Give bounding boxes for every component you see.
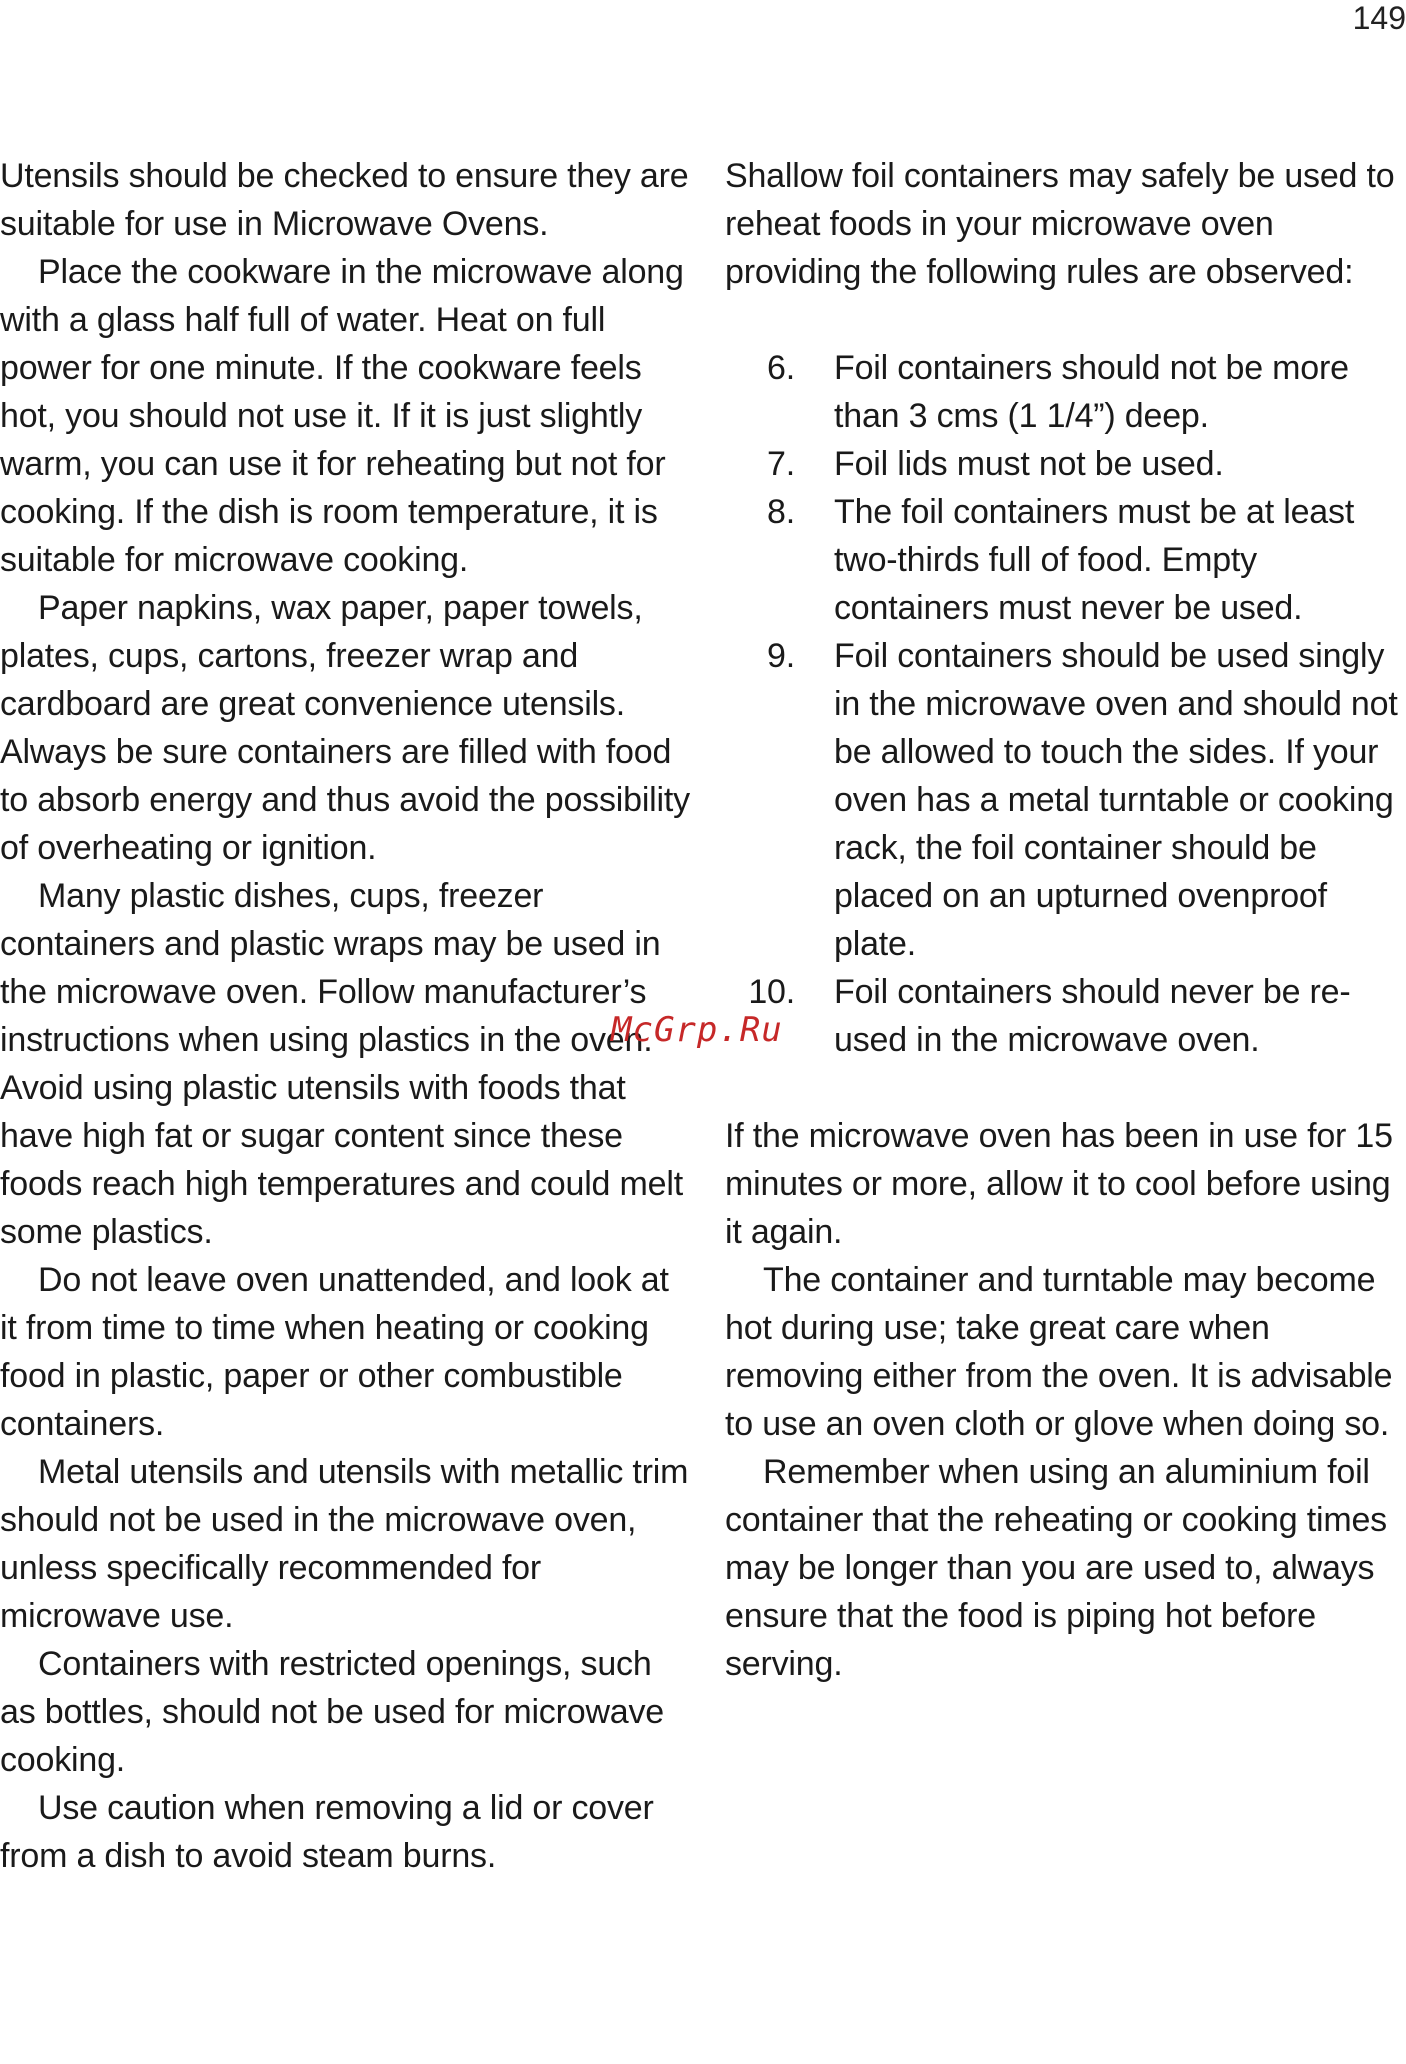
paragraph-plastic-dishes: Many plastic dishes, cups, freezer containers and plastic wraps may be used in the microwave oven. Follow manufacturer’s instructions when using plastics in the oven. Avoid using plastic utensils with foods that have high fat or sugar content since these foods reach high temperatures and could melt some plastics. [0,877,683,1251]
list-item-number: 10. [748,973,795,1011]
paragraph-utensils-check: Utensils should be checked to ensure they are suitable for use in Microwave Ovens. [0,157,689,243]
list-item [725,488,1406,632]
left-column [0,152,690,1880]
list-item [725,440,1406,488]
list-item-text: The foil containers must be at least two-thirds full of food. Empty containers must never be used. [834,493,1355,627]
list-item-number: 8. [767,493,795,531]
list-item-text: Foil containers should be used singly in the microwave oven and should not be allowed to touch the sides. If your oven has a metal turntable or cooking rack, the foil container should be placed on an upturned ovenproof plate. [834,637,1398,963]
list-item-text: Foil containers should never be re-used in the microwave oven. [834,973,1351,1059]
paragraph-paper-utensils: Paper napkins, wax paper, paper towels, plates, cups, cartons, freezer wrap and cardboard are great convenience utensils. Always be sure containers are filled with food to absorb energy and thus avoid the possibility of overheating or ignition. [0,589,690,867]
list-item [725,968,1406,1064]
spacer [725,296,1406,344]
paragraph-aluminium-foil: Remember when using an aluminium foil container that the reheating or cooking times may be longer than you are used to, always ensure that the food is piping hot before serving. [725,1453,1387,1683]
list-item-text: Foil lids must not be used. [834,445,1224,483]
list-item-number: 6. [767,349,795,387]
foil-rules-list [725,344,1406,1064]
paragraph-unattended-oven: Do not leave oven unattended, and look at it from time to time when heating or cooking food in plastic, paper or other combustible containers. [0,1261,669,1443]
paragraph-cookware-test: Place the cookware in the microwave along with a glass half full of water. Heat on full power for one minute. If the cookware feels hot, you should not use it. If it is just slightly warm, you can use it for reheating but not for cooking. If the dish is room temperature, it is suitable for microwave cooking. [0,253,684,579]
paragraph-cool-down: If the microwave oven has been in use for 15 minutes or more, allow it to cool before using it again. [725,1117,1393,1251]
paragraph-metal-utensils: Metal utensils and utensils with metallic trim should not be used in the microwave oven, unless specifically recommended for microwave use. [0,1453,689,1635]
list-item-text: Foil containers should not be more than 3 cms (1 1/4”) deep. [834,349,1349,435]
watermark: McGrp.Ru [611,1010,783,1050]
paragraph-lid-caution: Use caution when removing a lid or cover from a dish to avoid steam burns. [0,1789,654,1875]
list-item-number: 7. [767,445,795,483]
paragraph-hot-container: The container and turntable may become hot during use; take great care when removing either from the oven. It is advisable to use an oven cloth or glove when doing so. [725,1261,1393,1443]
list-item [725,344,1406,440]
paragraph-foil-intro: Shallow foil containers may safely be used to reheat foods in your microwave oven providing the following rules are observed: [725,157,1395,291]
page-number: 149 [1352,0,1406,36]
spacer [725,1064,1406,1112]
right-column [725,152,1406,1688]
list-item [725,632,1406,968]
paragraph-restricted-openings: Containers with restricted openings, such as bottles, should not be used for microwave cooking. [0,1645,665,1779]
list-item-number: 9. [767,637,795,675]
